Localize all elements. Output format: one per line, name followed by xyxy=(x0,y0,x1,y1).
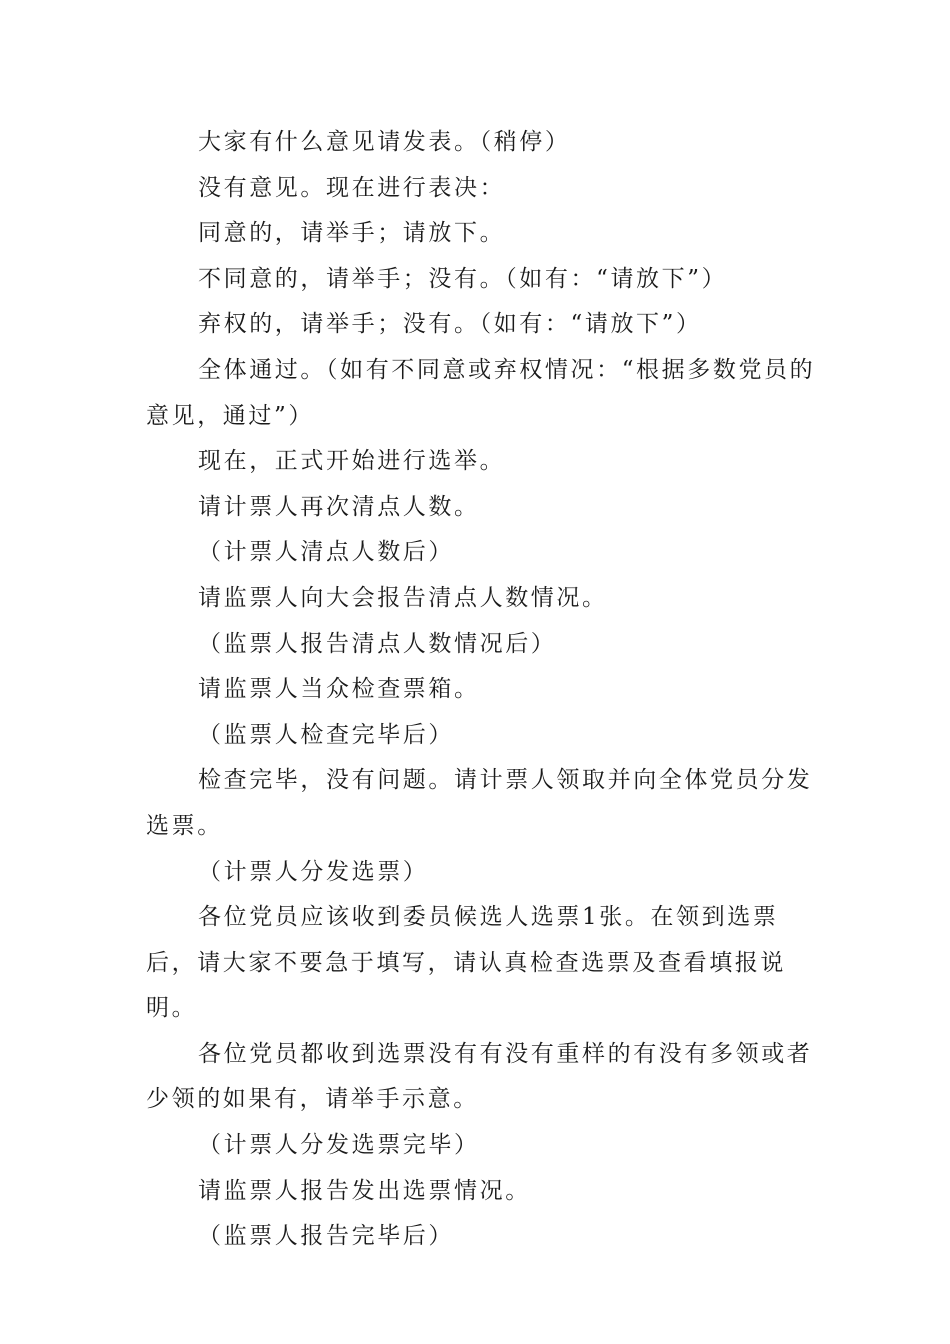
paragraph: 弃权的，请举手；没有。（如有：“请放下”） xyxy=(198,311,702,338)
paragraph: 各位党员应该收到委员候选人选票1张。在领到选票后，请大家不要急于填写，请认真检查选票及查看填报说明。 xyxy=(146,904,786,1022)
paragraph: （计票人分发选票完毕） xyxy=(198,1132,480,1159)
paragraph: 没有意见。现在进行表决： xyxy=(198,174,506,201)
paragraph: 请监票人报告发出选票情况。 xyxy=(198,1177,531,1204)
paragraph: （监票人检查完毕后） xyxy=(198,721,454,748)
paragraph: 请监票人当众检查票箱。 xyxy=(198,676,480,703)
paragraph: 请计票人再次清点人数。 xyxy=(198,493,480,520)
paragraph: （监票人报告清点人数情况后） xyxy=(198,630,557,657)
paragraph: 现在，正式开始进行选举。 xyxy=(198,448,506,475)
paragraph: 大家有什么意见请发表。（稍停） xyxy=(198,129,571,155)
paragraph: 各位党员都收到选票没有有没有重样的有没有多领或者少领的如果有，请举手示意。 xyxy=(146,1040,813,1113)
document-body xyxy=(146,120,818,1260)
paragraph: （计票人清点人数后） xyxy=(198,539,454,566)
paragraph: 请监票人向大会报告清点人数情况。 xyxy=(198,584,608,611)
paragraph: （计票人分发选票） xyxy=(198,858,429,885)
paragraph: 全体通过。（如有不同意或弃权情况：“根据多数党员的意见，通过”） xyxy=(146,356,816,429)
paragraph: 不同意的，请举手；没有。（如有：“请放下”） xyxy=(198,265,728,292)
paragraph: 检查完毕，没有问题。请计票人领取并向全体党员分发选票。 xyxy=(146,767,813,839)
paragraph: 同意的，请举手；请放下。 xyxy=(198,220,506,247)
paragraph: （监票人报告完毕后） xyxy=(198,1223,454,1250)
